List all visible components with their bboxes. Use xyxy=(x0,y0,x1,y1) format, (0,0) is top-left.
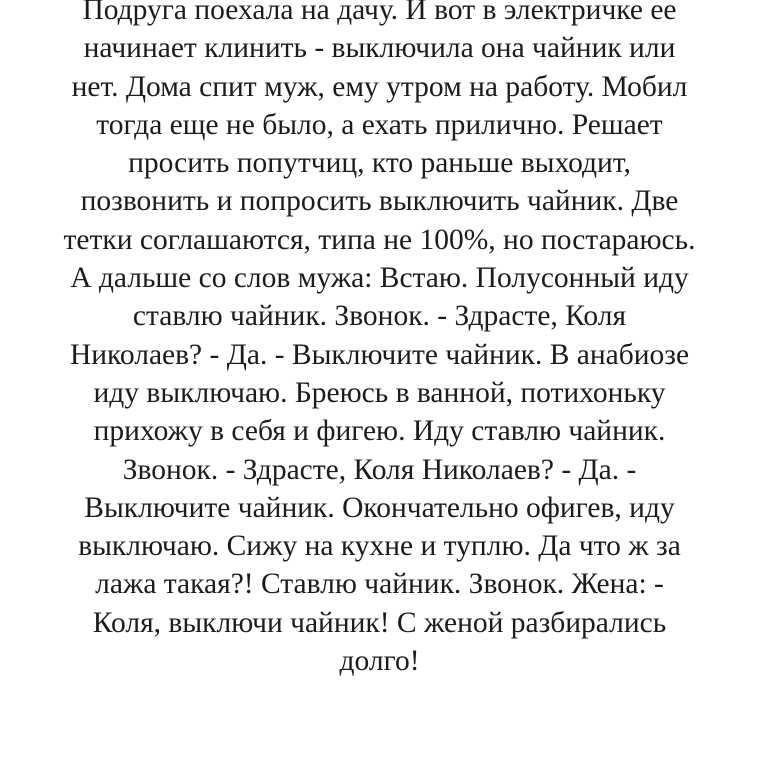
story-line-16: лажа такая?! Ставлю чайник. Звонок. Жена: - xyxy=(95,568,664,601)
story-line-2: начинает клинить - выключила она чайник или xyxy=(83,32,676,65)
story-line-18: долго! xyxy=(339,645,420,678)
story-line-15: выключаю. Сижу на кухне и туплю. Да что ж за xyxy=(78,530,681,563)
story-line-8: А дальше со слов мужа: Встаю. Полусонный иду xyxy=(70,262,689,295)
story-line-11: иду выключаю. Бреюсь в ванной, потихоньку xyxy=(93,376,666,409)
story-line-12: прихожу в себя и фигею. Иду ставлю чайник. xyxy=(93,415,666,448)
story-line-17: Коля, выключи чайник! С женой разбирались xyxy=(92,606,667,639)
story-line-3: нет. Дома спит муж, ему утром на работу. Мобил xyxy=(71,70,688,103)
story-line-9: ставлю чайник. Звонок. - Здрасте, Коля xyxy=(132,300,627,333)
story-line-13: Звонок. - Здрасте, Коля Николаев? - Да. - xyxy=(122,453,637,486)
story-line-7: тетки соглашаются, типа не 100%, но постараюсь. xyxy=(63,223,696,256)
story-line-5: просить попутчиц, кто раньше выходит, xyxy=(128,147,631,180)
story-line-14: Выключите чайник. Окончательно офигев, иду xyxy=(84,491,675,524)
story-line-1: Подруга поехала на дачу. И вот в электричке ее xyxy=(82,0,677,26)
story-line-10: Николаев? - Да. - Выключите чайник. В анабиозе xyxy=(69,338,690,371)
story-line-6: позвонить и попросить выключить чайник. Две xyxy=(80,185,679,218)
story-line-4: тогда еще не было, а ехать прилично. Решает xyxy=(96,108,663,141)
